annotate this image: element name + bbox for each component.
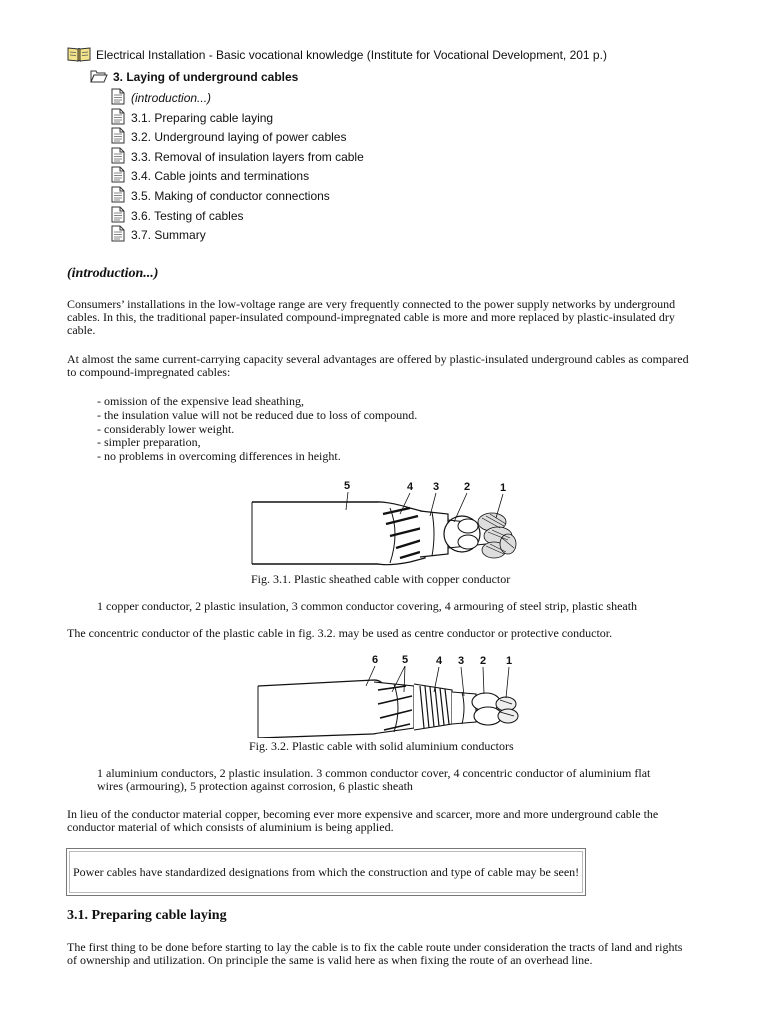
- toc-item[interactable]: [111, 167, 309, 185]
- chapter-row[interactable]: [90, 68, 298, 86]
- toc-item[interactable]: [111, 109, 273, 127]
- open-folder-icon: [90, 69, 108, 86]
- figure-label: 5: [402, 654, 409, 666]
- document-page-icon: [111, 88, 125, 108]
- intro-paragraph-2: At almost the same current-carrying capacity several advantages are offered by plastic-insulated underground cables as compared to compound-impregnated cables:: [67, 352, 689, 379]
- document-page-icon: [111, 127, 125, 147]
- intro-heading: (introduction...): [67, 266, 159, 281]
- concentric-paragraph: The concentric conductor of the plastic cable in fig. 3.2. may be used as centre conductor or protective conductor.: [67, 626, 613, 640]
- document-page-icon: [111, 206, 125, 226]
- toc-item[interactable]: [111, 207, 244, 225]
- figure-3-2-caption: Fig. 3.2. Plastic cable with solid aluminium conductors: [249, 739, 514, 753]
- figure-3-1-cable-drawing: [250, 478, 520, 570]
- toc-item[interactable]: [111, 226, 206, 244]
- book-title-row[interactable]: [67, 46, 607, 64]
- document-page-icon: [111, 225, 125, 245]
- chapter-link[interactable]: 3. Laying of underground cables: [113, 70, 299, 84]
- document-page-icon: [111, 108, 125, 128]
- list-item: - considerably lower weight.: [97, 421, 235, 436]
- figure-label: 5: [344, 480, 351, 492]
- figure-3-1-legend: 1 copper conductor, 2 plastic insulation, 3 common conductor covering, 4 armouring of steel strip, plastic sheath: [97, 599, 638, 613]
- toc-item-link[interactable]: 3.7. Summary: [131, 228, 206, 243]
- document-page-icon: [111, 166, 125, 186]
- cable-drawing-2: [254, 652, 522, 738]
- document-page-icon: [111, 147, 125, 167]
- aluminium-paragraph: In lieu of the conductor material copper, becoming ever more expensive and scarcer, more and more underground cable the conductor material of which consists of aluminium is being applied.: [67, 807, 659, 834]
- cable-drawing-1: [250, 478, 520, 570]
- figure-3-2-cable-drawing: [254, 652, 522, 738]
- toc-item-link[interactable]: 3.6. Testing of cables: [131, 208, 244, 223]
- figure-label: 1: [500, 482, 507, 494]
- open-book-icon: [67, 46, 91, 65]
- note-box-inner: [69, 851, 583, 893]
- advantages-list: [97, 395, 417, 464]
- toc-item[interactable]: [111, 148, 364, 166]
- toc-item[interactable]: [111, 89, 211, 107]
- note-box: [66, 848, 586, 896]
- list-item: - simpler preparation,: [97, 435, 201, 450]
- intro-paragraph-1: Consumers’ installations in the low-voltage range are very frequently connected to the power supply networks by underground cables. In this, the traditional paper-insulated compound-impregnated cable is more and more replaced by plastic-insulated dry cable.: [67, 297, 676, 337]
- figure-label: 3: [433, 481, 440, 493]
- toc-item-link[interactable]: 3.1. Preparing cable laying: [131, 110, 274, 125]
- toc-item[interactable]: [111, 128, 346, 146]
- figure-label: 4: [436, 655, 443, 667]
- figure-label: 2: [480, 655, 487, 667]
- section-3-1-paragraph: The first thing to be done before starting to lay the cable is to fix the cable route under consideration the tracts of land and rights of ownership and utilization. On principle the same is valid here as when fixing the route of an overhead line.: [67, 940, 683, 967]
- figure-label: 4: [407, 481, 414, 493]
- figure-label: 6: [372, 654, 379, 666]
- toc-item-link[interactable]: 3.5. Making of conductor connections: [131, 189, 330, 203]
- toc-item-link[interactable]: 3.3. Removal of insulation layers from cable: [131, 149, 364, 164]
- toc-item[interactable]: [111, 187, 330, 205]
- toc-item-link[interactable]: 3.4. Cable joints and terminations: [131, 169, 310, 184]
- section-3-1-heading: 3.1. Preparing cable laying: [67, 908, 227, 923]
- figure-3-2-legend: 1 aluminium conductors, 2 plastic insulation. 3 common conductor cover, 4 concentric conductor of aluminium flat wires (armouring), 5 protection against corrosion, 6 plastic sheath: [97, 766, 651, 793]
- figure-3-1-caption: Fig. 3.1. Plastic sheathed cable with copper conductor: [251, 572, 511, 586]
- list-item: - omission of the expensive lead sheathing,: [97, 394, 304, 408]
- document-page-icon: [111, 186, 125, 206]
- toc-item-link[interactable]: 3.2. Underground laying of power cables: [131, 130, 347, 145]
- list-item: - the insulation value will not be reduced due to loss of compound.: [97, 407, 418, 422]
- note-text: Power cables have standardized designations from which the construction and type of cable may be seen!: [73, 864, 580, 879]
- list-item: - no problems in overcoming differences in height.: [97, 449, 341, 464]
- figure-label: 3: [458, 655, 465, 667]
- figure-label: 1: [506, 655, 513, 667]
- book-title-link[interactable]: Electrical Installation - Basic vocational knowledge (Institute for Vocational Development, 201 p.): [96, 48, 607, 62]
- toc-item-link[interactable]: (introduction...): [131, 91, 212, 105]
- figure-label: 2: [464, 481, 471, 493]
